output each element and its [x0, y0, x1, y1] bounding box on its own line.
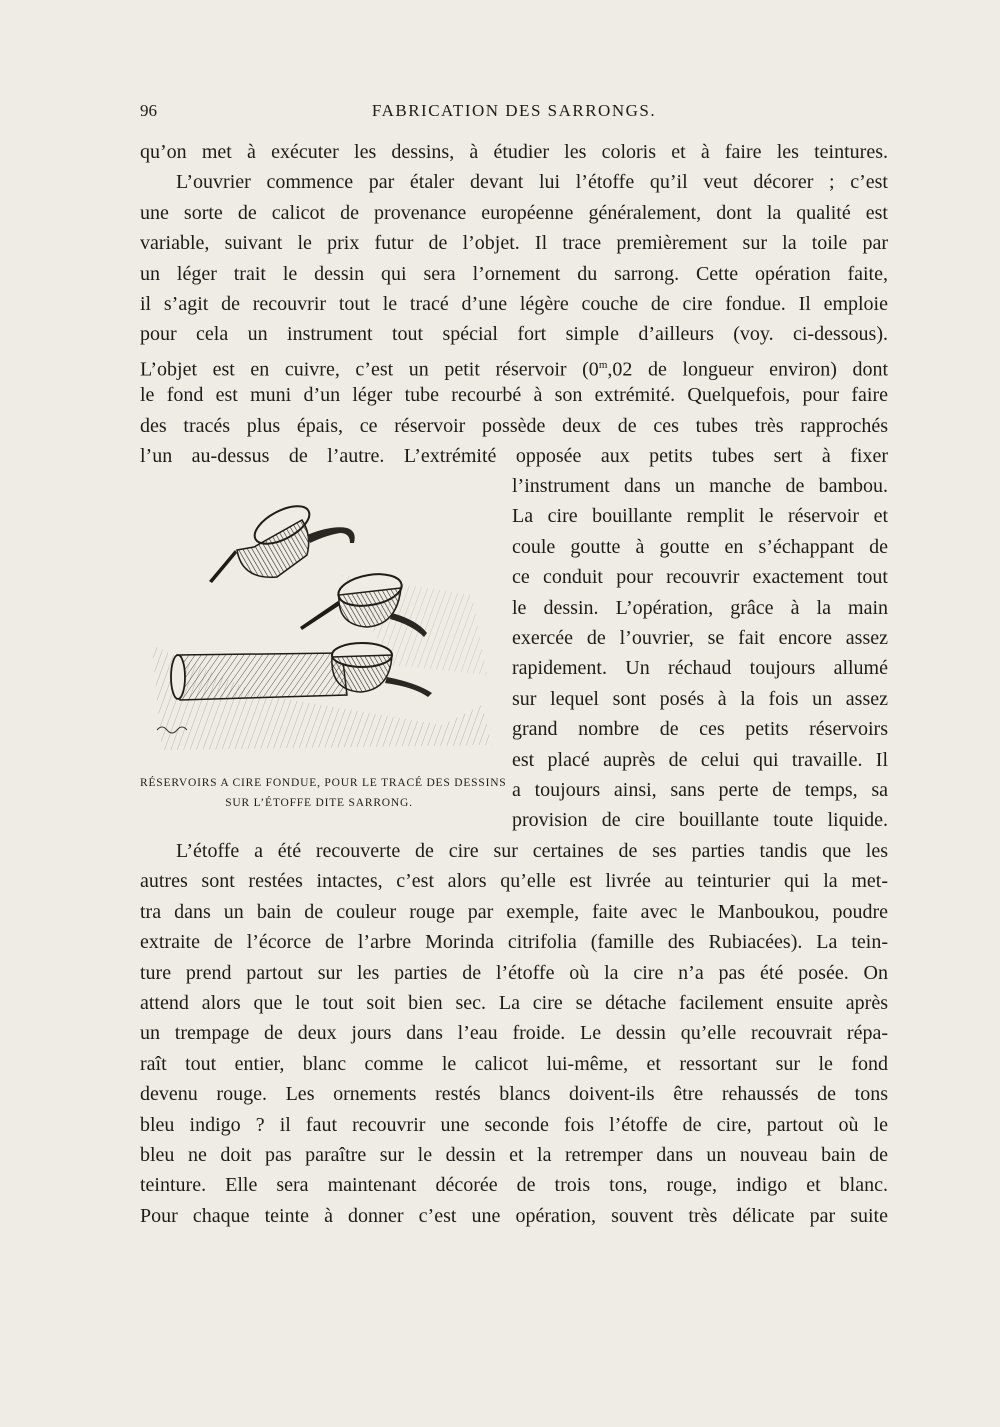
text-line: Pour chaque teinte à donner c’est une opération, souvent très délicate par suite — [140, 1204, 888, 1227]
text-line: L’ouvrier commence par étaler devant lui l’étoffe qu’il veut décorer ; c’est — [176, 171, 888, 194]
text-line: bleu indigo ? il faut recouvrir une seconde fois l’étoffe de cire, partout où le — [140, 1113, 888, 1136]
text-line: l’un au-dessus de l’autre. L’extrémité opposée aux petits tubes sert à fixer — [140, 444, 888, 467]
text-line: rapidement. Un réchaud toujours allumé — [512, 657, 888, 680]
text-line: est placé auprès de celui qui travaille. Il — [512, 748, 888, 771]
text-line: ture prend partout sur les parties de l’étoffe où la cire n’a pas été posée. On — [140, 961, 888, 984]
wax-reservoir-figure — [142, 495, 498, 765]
text-line: qu’on met à exécuter les dessins, à étudier les coloris et à faire les teintures. — [140, 141, 888, 163]
text-line: tra dans un bain de couleur rouge par exemple, faite avec le Manboukou, poudre — [140, 900, 888, 923]
text-line: le fond est muni d’un léger tube recourbé à son extrémité. Quelquefois, pour faire — [140, 384, 888, 407]
text-line: attend alors que le tout soit bien sec. La cire se détache facilement ensuite après — [140, 991, 888, 1014]
text-line: exercée de l’ouvrier, se fait encore assez — [512, 626, 888, 649]
text-line: grand nombre de ces petits réservoirs — [512, 718, 888, 741]
paragraph-top — [140, 137, 888, 471]
text-line: teinture. Elle sera maintenant décorée de trois tons, rouge, indigo et blanc. — [140, 1174, 888, 1197]
text-line: un trempage de deux jours dans l’eau froide. Le dessin qu’elle recouvrait répa- — [140, 1022, 888, 1045]
wax-reservoir-engraving-icon — [142, 495, 498, 765]
text-line: extraite de l’écorce de l’arbre Morinda citrifolia (famille des Rubiacées). La tein- — [140, 931, 888, 954]
text-line: provision de cire bouillante toute liquide. — [512, 809, 888, 832]
text-line: variable, suivant le prix futur de l’objet. Il trace premièrement sur la toile par — [140, 232, 888, 255]
text-line: bleu ne doit pas paraître sur le dessin et la retremper dans un nouveau bain de — [140, 1143, 888, 1166]
text-line: a toujours ainsi, sans perte de temps, sa — [512, 778, 888, 801]
text-line: un léger trait le dessin qui sera l’ornement du sarrong. Cette opération faite, — [140, 262, 888, 285]
page-number: 96 — [140, 101, 157, 120]
text-line: L’objet est en cuivre, c’est un petit réservoir (0$^m$,02 de longueur environ) dont — [140, 358, 888, 381]
text-line: le dessin. L’opération, grâce à la main — [512, 596, 888, 619]
text-line: des tracés plus épais, ce réservoir possède deux de ces tubes très rapprochés — [140, 414, 888, 437]
text-line: pour cela un instrument tout spécial fort simple d’ailleurs (voy. ci-dessous). — [140, 323, 888, 346]
page-header — [140, 101, 888, 125]
paragraph-bottom — [140, 836, 888, 1231]
paragraph-column — [512, 471, 888, 836]
text-line: L’étoffe a été recouverte de cire sur certaines de ses parties tandis que les — [176, 840, 888, 862]
figure-caption — [140, 773, 507, 813]
text-line: raît tout entier, blanc comme le calicot lui-même, et ressortant sur le fond — [140, 1052, 888, 1075]
text-line: sur lequel sont posés à la fois un assez — [512, 687, 888, 710]
text-line: l’instrument dans un manche de bambou. — [512, 475, 888, 497]
text-line: il s’agit de recouvrir tout le tracé d’une légère couche de cire fondue. Il emploie — [140, 292, 888, 315]
text-line: autres sont restées intactes, c’est alors qu’elle est livrée au teinturier qui la met- — [140, 870, 888, 893]
text-line: une sorte de calicot de provenance européenne généralement, dont la qualité est — [140, 201, 888, 224]
text-line: devenu rouge. Les ornements restés blancs doivent-ils être rehaussés de tons — [140, 1083, 888, 1106]
text-line: ce conduit pour recouvrir exactement tout — [512, 566, 888, 589]
caption-line-1: RÉSERVOIRS A CIRE FONDUE, POUR LE TRACÉ DES DESSINS — [140, 777, 507, 789]
reservoir-1 — [209, 499, 355, 583]
caption-line-2: SUR L’ÉTOFFE DITE SARRONG. — [225, 797, 413, 809]
text-line: La cire bouillante remplit le réservoir et — [512, 505, 888, 528]
text-line: coule goutte à goutte en s’échappant de — [512, 535, 888, 558]
running-title: FABRICATION DES SARRONGS. — [371, 101, 657, 120]
